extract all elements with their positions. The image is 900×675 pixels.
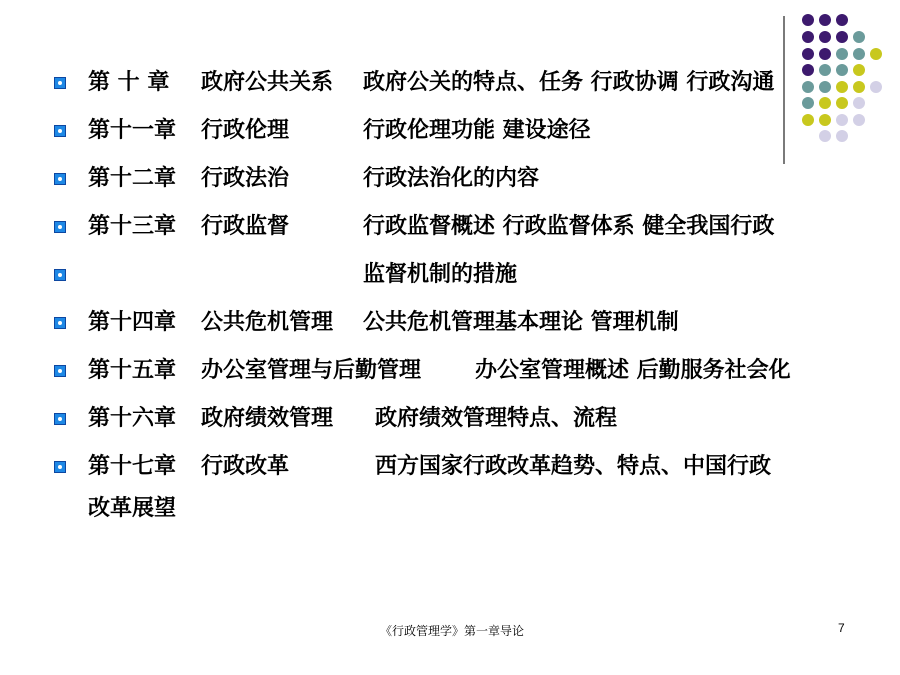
- chapter-label: 第十一章: [88, 118, 177, 143]
- chapter-content: 西方国家行政改革趋势、特点、中国行政: [375, 454, 772, 479]
- bullet-icon: [54, 365, 66, 377]
- chapter-content: 行政监督概述 行政监督体系 健全我国行政: [363, 214, 775, 239]
- decorative-dot: [802, 14, 814, 26]
- decorative-dot: [853, 114, 865, 126]
- decorative-dot: [819, 81, 831, 93]
- chapter-topic: 行政监督: [201, 214, 290, 239]
- decorative-dot: [819, 97, 831, 109]
- chapter-content-continued: 监督机制的措施: [363, 262, 518, 287]
- decorative-dot: [853, 97, 865, 109]
- chapter-label: 第十六章: [88, 406, 177, 431]
- decorative-dot: [802, 114, 814, 126]
- decorative-dot: [836, 97, 848, 109]
- chapter-label: 第十四章: [88, 310, 177, 335]
- bullet-icon: [54, 77, 66, 89]
- bullet-icon: [54, 125, 66, 137]
- decorative-dot: [853, 31, 865, 43]
- decorative-dot: [836, 114, 848, 126]
- decorative-dot: [802, 97, 814, 109]
- decorative-dot: [836, 64, 848, 76]
- chapter-label: 第十三章: [88, 214, 177, 239]
- decorative-dot: [836, 130, 848, 142]
- bullet-icon: [54, 413, 66, 425]
- chapter-content: 政府绩效管理特点、流程: [375, 406, 618, 431]
- chapter-content: 公共危机管理基本理论 管理机制: [363, 310, 679, 335]
- chapter-label: 第 十 章: [88, 70, 170, 95]
- decorative-dot: [819, 48, 831, 60]
- bullet-icon: [54, 461, 66, 473]
- decorative-dot: [802, 31, 814, 43]
- chapter-content: 办公室管理概述 后勤服务社会化: [475, 358, 791, 383]
- decorative-dot: [870, 48, 882, 60]
- chapter-topic: 政府绩效管理: [201, 406, 334, 431]
- chapter-content: 政府公关的特点、任务 行政协调 行政沟通: [363, 70, 775, 95]
- chapter-content: 行政法治化的内容: [363, 166, 540, 191]
- chapter-label: 第十二章: [88, 166, 177, 191]
- bullet-icon: [54, 269, 66, 281]
- chapter-topic: 行政法治: [201, 166, 290, 191]
- chapter-label: 第十五章: [88, 358, 177, 383]
- decorative-dot: [836, 14, 848, 26]
- bullet-icon: [54, 173, 66, 185]
- decorative-dot: [819, 14, 831, 26]
- chapter-topic: 公共危机管理: [201, 310, 334, 335]
- decorative-dot: [836, 31, 848, 43]
- decorative-dot: [870, 81, 882, 93]
- chapter-content: 行政伦理功能 建设途径: [363, 118, 591, 143]
- decorative-dot: [802, 64, 814, 76]
- decorative-dot: [853, 81, 865, 93]
- chapter-content-continued: 改革展望: [88, 496, 177, 521]
- decorative-dot: [819, 130, 831, 142]
- decorative-dot: [819, 114, 831, 126]
- decorative-dot: [836, 48, 848, 60]
- chapter-topic: 办公室管理与后勤管理: [201, 358, 422, 383]
- decorative-dot: [853, 48, 865, 60]
- bullet-icon: [54, 221, 66, 233]
- footer-text: 《行政管理学》第一章导论: [380, 624, 525, 638]
- decorative-dot: [802, 81, 814, 93]
- page-number: 7: [838, 621, 845, 635]
- chapter-label: 第十七章: [88, 454, 177, 479]
- chapter-topic: 政府公共关系: [201, 70, 334, 95]
- bullet-icon: [54, 317, 66, 329]
- decorative-dot: [853, 64, 865, 76]
- decorative-dot: [819, 64, 831, 76]
- decorative-dot: [819, 31, 831, 43]
- decorative-dot: [836, 81, 848, 93]
- chapter-topic: 行政伦理: [201, 118, 290, 143]
- chapter-topic: 行政改革: [201, 454, 290, 479]
- decorative-dot: [802, 48, 814, 60]
- divider-line: [783, 16, 785, 164]
